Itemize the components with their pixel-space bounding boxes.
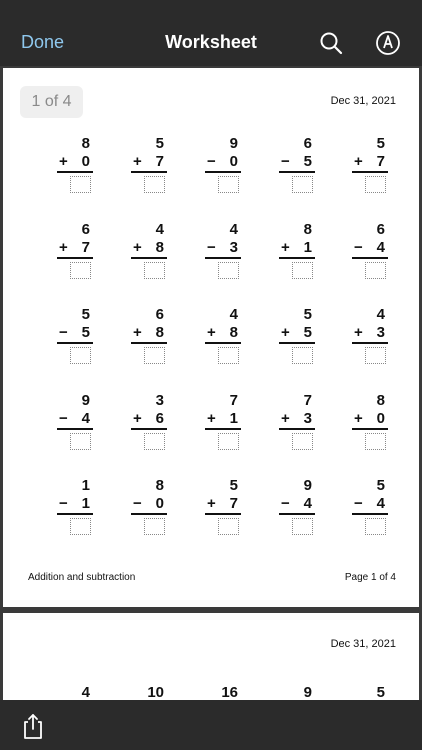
first-operand: 7 (229, 392, 238, 409)
second-operand: 5 (81, 324, 90, 341)
first-operand: 5 (376, 684, 385, 700)
operator: + (281, 239, 290, 256)
second-operand: 7 (376, 153, 385, 170)
answer-box[interactable] (218, 433, 239, 450)
footer-page-number: Page 1 of 4 (344, 572, 396, 583)
math-problem (352, 392, 392, 462)
second-operand: 3 (229, 239, 238, 256)
answer-rule (131, 513, 167, 515)
answer-box[interactable] (292, 347, 313, 364)
first-operand: 5 (81, 306, 90, 323)
first-operand: 6 (155, 306, 164, 323)
first-operand: 8 (303, 221, 312, 238)
math-problem (352, 306, 392, 376)
math-problem (352, 477, 392, 547)
answer-box[interactable] (365, 347, 386, 364)
operator: + (133, 410, 142, 427)
math-problem (352, 221, 392, 291)
first-operand: 8 (155, 477, 164, 494)
answer-box[interactable] (218, 347, 239, 364)
operator: + (354, 324, 363, 341)
first-operand: 9 (81, 392, 90, 409)
answer-box[interactable] (70, 433, 91, 450)
answer-box[interactable] (144, 347, 165, 364)
answer-rule (279, 513, 315, 515)
first-operand: 4 (81, 684, 90, 700)
second-operand: 8 (155, 239, 164, 256)
page-date: Dec 31, 2021 (330, 638, 396, 650)
worksheet-page-1 (3, 68, 419, 607)
answer-rule (57, 171, 93, 173)
first-operand: 5 (376, 135, 385, 152)
done-button[interactable]: Done (21, 32, 65, 52)
math-problem (279, 221, 319, 291)
answer-box[interactable] (70, 176, 91, 193)
operator: − (207, 153, 216, 170)
math-problem (279, 135, 319, 205)
second-operand: 1 (229, 410, 238, 427)
second-operand: 0 (229, 153, 238, 170)
second-operand: 1 (81, 495, 90, 512)
first-operand: 4 (376, 306, 385, 323)
answer-box[interactable] (144, 176, 165, 193)
operator: − (281, 495, 290, 512)
answer-rule (205, 257, 241, 259)
operator: + (281, 410, 290, 427)
second-operand: 7 (155, 153, 164, 170)
answer-rule (205, 513, 241, 515)
math-problem (57, 135, 97, 205)
math-problem (131, 221, 171, 291)
answer-rule (205, 342, 241, 344)
operator: − (207, 239, 216, 256)
answer-rule (279, 342, 315, 344)
operator: + (207, 324, 216, 341)
answer-box[interactable] (70, 347, 91, 364)
first-operand: 9 (303, 684, 312, 700)
answer-rule (279, 257, 315, 259)
first-operand: 4 (155, 221, 164, 238)
math-problem (131, 392, 171, 462)
math-problem (279, 306, 319, 376)
operator: + (281, 324, 290, 341)
answer-box[interactable] (365, 518, 386, 535)
math-problem (131, 477, 171, 547)
first-operand: 7 (303, 392, 312, 409)
answer-rule (352, 513, 388, 515)
first-operand: 1 (81, 477, 90, 494)
answer-box[interactable] (292, 262, 313, 279)
first-operand: 9 (229, 135, 238, 152)
answer-rule (352, 428, 388, 430)
markup-button[interactable] (373, 28, 403, 58)
search-icon (319, 31, 343, 55)
math-problem (279, 392, 319, 462)
answer-box[interactable] (218, 262, 239, 279)
answer-box[interactable] (292, 518, 313, 535)
second-operand: 4 (303, 495, 312, 512)
second-operand: 4 (376, 495, 385, 512)
operator: − (59, 324, 68, 341)
bottom-toolbar (0, 700, 422, 750)
second-operand: 1 (303, 239, 312, 256)
math-problem (205, 392, 245, 462)
second-operand: 5 (303, 153, 312, 170)
operator: + (133, 324, 142, 341)
answer-rule (352, 171, 388, 173)
first-operand: 4 (229, 221, 238, 238)
answer-box[interactable] (218, 176, 239, 193)
answer-rule (279, 171, 315, 173)
first-operand: 5 (303, 306, 312, 323)
second-operand: 8 (155, 324, 164, 341)
first-operand: 9 (303, 477, 312, 494)
first-operand: 8 (81, 135, 90, 152)
navigation-bar (0, 0, 422, 66)
second-operand: 4 (376, 239, 385, 256)
answer-box[interactable] (144, 433, 165, 450)
operator: − (354, 495, 363, 512)
math-problem (205, 221, 245, 291)
math-problem (57, 392, 97, 462)
operator: + (133, 239, 142, 256)
answer-rule (131, 171, 167, 173)
first-operand: 6 (376, 221, 385, 238)
second-operand: 5 (303, 324, 312, 341)
answer-rule (352, 342, 388, 344)
answer-box[interactable] (292, 433, 313, 450)
answer-rule (205, 171, 241, 173)
answer-box[interactable] (70, 262, 91, 279)
second-operand: 7 (229, 495, 238, 512)
math-problem (131, 306, 171, 376)
operator: − (133, 495, 142, 512)
answer-box[interactable] (218, 518, 239, 535)
first-operand: 8 (376, 392, 385, 409)
first-operand: 5 (376, 477, 385, 494)
math-problem (352, 135, 392, 205)
answer-rule (57, 257, 93, 259)
first-operand: 6 (303, 135, 312, 152)
answer-rule (57, 428, 93, 430)
operator: − (59, 410, 68, 427)
first-operand: 5 (229, 477, 238, 494)
operator: − (354, 239, 363, 256)
math-problem (131, 135, 171, 205)
second-operand: 3 (303, 410, 312, 427)
operator: − (281, 153, 290, 170)
answer-rule (352, 257, 388, 259)
first-operand: 4 (229, 306, 238, 323)
second-operand: 0 (376, 410, 385, 427)
answer-rule (205, 428, 241, 430)
answer-box[interactable] (365, 262, 386, 279)
answer-box[interactable] (292, 176, 313, 193)
first-operand: 3 (155, 392, 164, 409)
operator: + (133, 153, 142, 170)
search-button[interactable] (316, 28, 346, 58)
first-operand: 10 (147, 684, 164, 700)
math-problem (57, 477, 97, 547)
operator: + (59, 153, 68, 170)
math-problem (57, 306, 97, 376)
answer-box[interactable] (365, 433, 386, 450)
page-title: Worksheet (165, 32, 257, 52)
first-operand: 6 (81, 221, 90, 238)
math-problem (205, 135, 245, 205)
operator: + (354, 153, 363, 170)
first-operand: 16 (221, 684, 238, 700)
second-operand: 0 (81, 153, 90, 170)
document-viewer[interactable] (0, 66, 422, 700)
answer-rule (131, 428, 167, 430)
markup-pen-icon (375, 30, 401, 56)
footer-title: Addition and subtraction (28, 572, 136, 583)
math-problem (57, 221, 97, 291)
answer-box[interactable] (365, 176, 386, 193)
operator: − (59, 495, 68, 512)
answer-box[interactable] (144, 262, 165, 279)
answer-rule (131, 257, 167, 259)
math-problem (205, 306, 245, 376)
page-indicator: 1 of 4 (20, 86, 83, 118)
math-problem (279, 477, 319, 547)
second-operand: 0 (155, 495, 164, 512)
answer-rule (57, 342, 93, 344)
answer-box[interactable] (70, 518, 91, 535)
math-problem (205, 477, 245, 547)
second-operand: 6 (155, 410, 164, 427)
operator: + (59, 239, 68, 256)
operator: + (207, 495, 216, 512)
second-operand: 3 (376, 324, 385, 341)
answer-box[interactable] (144, 518, 165, 535)
operator: + (207, 410, 216, 427)
share-button[interactable] (20, 712, 46, 740)
second-operand: 4 (81, 410, 90, 427)
answer-rule (131, 342, 167, 344)
first-operand: 5 (155, 135, 164, 152)
worksheet-page-2 (3, 613, 419, 700)
page-date: Dec 31, 2021 (330, 95, 396, 107)
second-operand: 7 (81, 239, 90, 256)
answer-rule (57, 513, 93, 515)
share-icon (20, 712, 46, 740)
answer-rule (279, 428, 315, 430)
operator: + (354, 410, 363, 427)
second-operand: 8 (229, 324, 238, 341)
